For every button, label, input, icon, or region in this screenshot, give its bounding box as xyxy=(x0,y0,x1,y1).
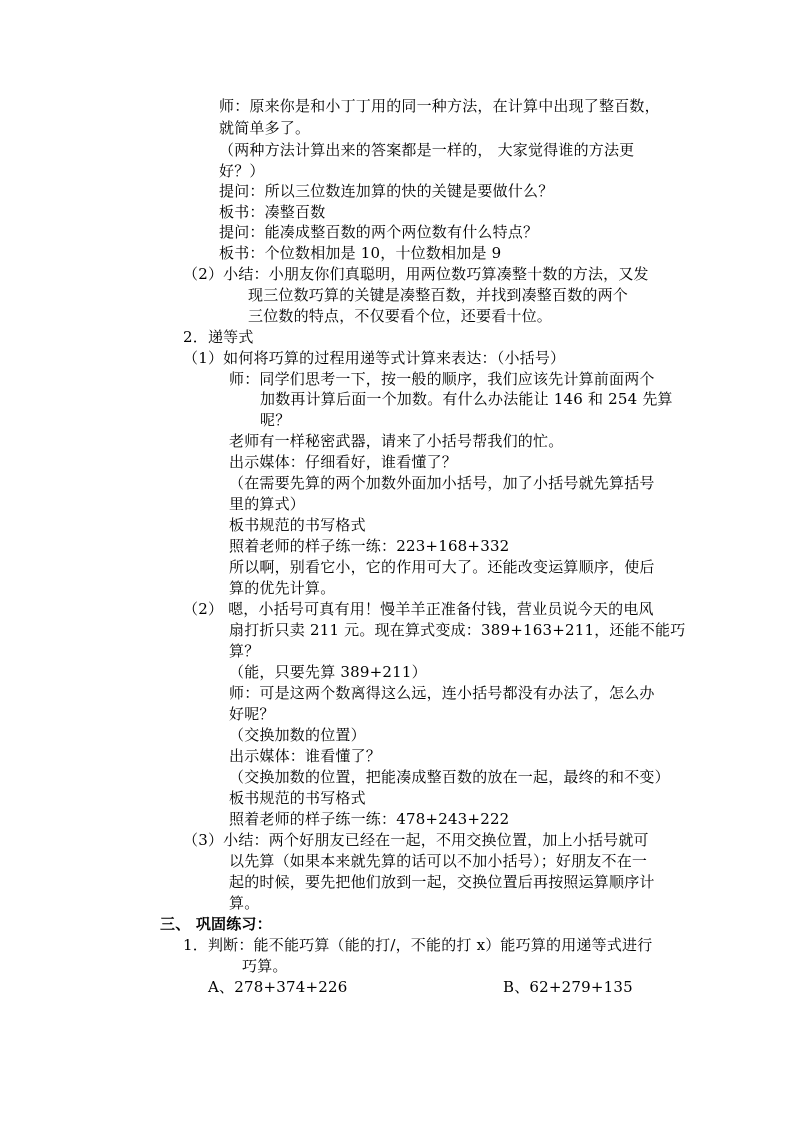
text-line: 老师有一样秘密武器，请来了小括号帮我们的忙。 xyxy=(229,432,564,450)
text-line: 就简单多了。 xyxy=(219,119,311,137)
text-line: 现三位数巧算的关键是凑整百数，并找到凑整百数的两个 xyxy=(248,286,629,304)
text-line: 所以啊，别看它小，它的作用可大了。还能改变运算顺序，使后 xyxy=(229,558,655,576)
text-line: 照着老师的样子练一练：223+168+332 xyxy=(229,537,510,555)
text-line: 算的优先计算。 xyxy=(229,579,336,597)
text-line: 算。 xyxy=(229,894,260,912)
text-line: 出示媒体：谁看懂了？ xyxy=(229,747,382,765)
text-line: 以先算（如果本来就先算的话可以不加小括号）；好朋友不在一 xyxy=(229,852,648,870)
text-line: 加数再计算后面一个加数。有什么办法能让 146 和 254 先算 xyxy=(260,390,673,408)
text-line: （1）如何将巧算的过程用递等式计算来表达：（小括号） xyxy=(183,349,566,367)
text-line: 好呢？ xyxy=(229,705,275,723)
text-line: 师：可是这两个数离得这么远，连小括号都没有办法了，怎么办 xyxy=(229,684,655,702)
text-line: （2） 嗯，小括号可真有用！慢羊羊正准备付钱，营业员说今天的电风 xyxy=(183,600,654,618)
text-line: 板书：个位数相加是 10，十位数相加是 9 xyxy=(219,244,502,262)
text-line: 板书：凑整百数 xyxy=(219,203,326,221)
text-line: 提问：能凑成整百数的两个两位数有什么特点？ xyxy=(219,223,539,241)
text-line: （能，只要先算 389+211） xyxy=(229,663,427,681)
text-line: 师：同学们思考一下，按一般的顺序，我们应该先计算前面两个 xyxy=(229,370,655,388)
exercise-question: 1．判断：能不能巧算（能的打/，不能的打 x）能巧算的用递等式进行 xyxy=(183,936,653,954)
text-line: （交换加数的位置，把能凑成整百数的放在一起，最终的和不变） xyxy=(229,768,670,786)
text-line: 照着老师的样子练一练：478+243+222 xyxy=(229,810,510,828)
text-line: 板书规范的书写格式 xyxy=(229,789,366,807)
text-line: 板书规范的书写格式 xyxy=(229,516,366,534)
text-line: 呢？ xyxy=(260,411,291,429)
exercise-item-b: B、62+279+135 xyxy=(503,978,633,996)
section-heading: 三、 巩固练习： xyxy=(160,915,272,933)
text-line: 里的算式） xyxy=(229,495,306,513)
text-line: （在需要先算的两个加数外面加小括号，加了小括号就先算括号 xyxy=(229,474,655,492)
text-line: 师：原来你是和小丁丁用的同一种方法，在计算中出现了整百数， xyxy=(219,97,660,115)
text-line: 起的时候，要先把他们放到一起，交换位置后再按照运算顺序计 xyxy=(229,873,655,891)
text-line: （交换加数的位置） xyxy=(229,726,366,744)
text-line: 扇打折只卖 211 元。现在算式变成：389+163+211，还能不能巧 xyxy=(229,621,686,639)
summary-heading: （2）小结：小朋友你们真聪明，用两位数巧算凑整十数的方法，又发 xyxy=(183,265,649,283)
exercise-item-a: A、278+374+226 xyxy=(208,978,348,996)
text-line: （两种方法计算出来的答案都是一样的， 大家觉得谁的方法更 xyxy=(219,141,635,159)
section-heading: 2．递等式 xyxy=(183,328,254,346)
text-line: 巧算。 xyxy=(242,957,288,975)
text-line: 三位数的特点，不仅要看个位，还要看十位。 xyxy=(248,307,553,325)
summary-heading: （3）小结：两个好朋友已经在一起，不用交换位置，加上小括号就可 xyxy=(183,831,649,849)
text-line: 好？） xyxy=(219,162,265,180)
text-line: 提问：所以三位数连加算的快的关键是要做什么？ xyxy=(219,182,554,200)
text-line: 算？ xyxy=(229,642,260,660)
text-line: 出示媒体：仔细看好，谁看懂了？ xyxy=(229,453,458,471)
